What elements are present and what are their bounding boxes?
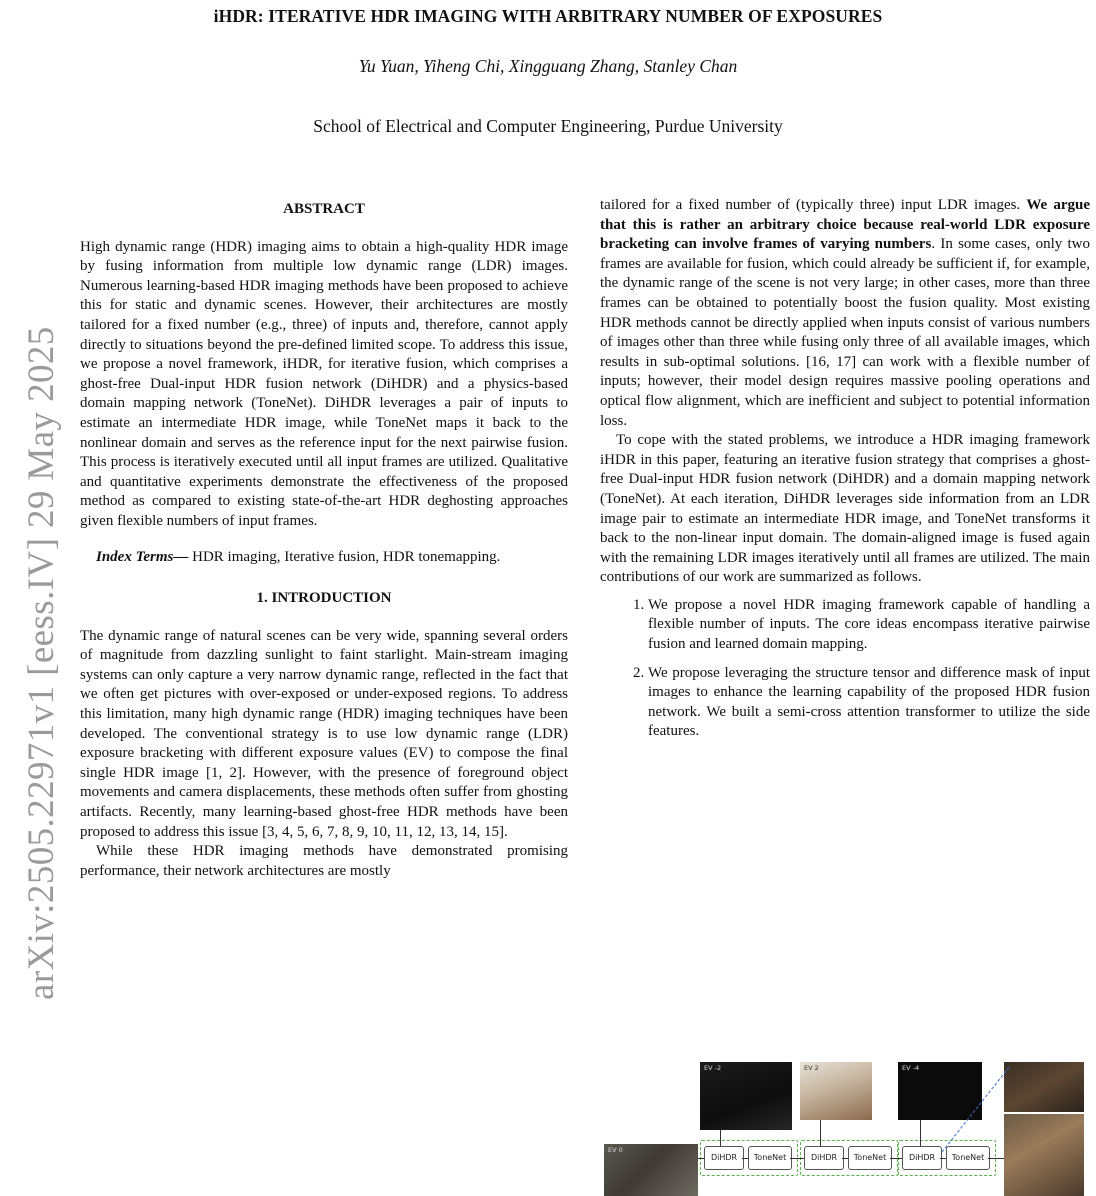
- ev-label: EV -2: [704, 1064, 722, 1072]
- contributions-list: [600, 596, 1090, 742]
- index-terms: [80, 548, 568, 568]
- abstract-text: High dynamic range (HDR) imaging aims to obtain a high-quality HDR image by fusing information from multiple low dynamic range (LDR) images. Numerous learning-based HDR imaging methods have been proposed to achieve this for static and dynamic scenes. However, their architectures are mostly tailored for a fixed number (e.g., three) of inputs and, therefore, cannot apply directly to situations beyond the pre-defined limited scope. To address this issue, we propose a novel framework, iHDR, for iterative fusion, which comprises a ghost-free Dual-input HDR fusion network (DiHDR) and a physics-based domain mapping network (ToneNet). DiHDR leverages a pair of inputs to estimate an intermediate HDR image, while ToneNet maps it back to the nonlinear domain and serves as the reference input for the next pairwise fusion. This process is iteratively executed until all input frames are utilized. Qualitative and quantitative experiments demonstrate the effectiveness of the proposed method as compared to existing state-of-the-art HDR deghosting approaches given flexible numbers of input frames.: [80, 238, 568, 529]
- tonenet-block: ToneNet: [946, 1146, 990, 1170]
- input-image-ev0: [604, 1144, 698, 1196]
- connector-line: [920, 1120, 921, 1146]
- input-image-ev-minus2: [700, 1062, 792, 1130]
- zoom-dashed-line: [940, 1060, 1020, 1156]
- dihdr-block: DiHDR: [902, 1146, 942, 1170]
- right-column: [600, 196, 1090, 751]
- ev-label: EV -4: [902, 1064, 920, 1072]
- flow-arrow: [842, 1158, 848, 1159]
- dihdr-block: DiHDR: [704, 1146, 744, 1170]
- framework-figure: [600, 1060, 1090, 1196]
- right-paragraph-1: [600, 196, 1090, 431]
- authors: Yu Yuan, Yiheng Chi, Xingguang Zhang, Stanley Chan: [358, 56, 738, 76]
- contribution-item: 2. We propose leveraging the structure tensor and difference mask of input images to enhance the learning capability of the proposed HDR fusion network. We built a semi-cross attention transformer to utilize the side features.: [648, 664, 1090, 742]
- introduction-heading: 1. INTRODUCTION: [256, 590, 392, 607]
- paper-title: iHDR: ITERATIVE HDR IMAGING WITH ARBITRARY NUMBER OF EXPOSURES: [213, 6, 883, 26]
- connector-line: [720, 1130, 721, 1146]
- arxiv-stamp: arXiv:2505.22971v1 [eess.IV] 29 May 2025: [21, 326, 62, 1000]
- affiliation: School of Electrical and Computer Engineering, Purdue University: [313, 116, 783, 136]
- flow-arrow: [890, 1158, 902, 1159]
- flow-arrow: [742, 1158, 748, 1159]
- flow-arrow: [940, 1158, 946, 1159]
- right-paragraph-2: To cope with the stated problems, we introduce a HDR imaging framework iHDR in this paper, featuring an iterative fusion strategy that comprises a ghost-free Dual-input HDR fusion network (DiHDR) and a domain mapping network (ToneNet). At each iteration, DiHDR leverages side information from an LDR image pair to estimate an intermediate HDR image, and ToneNet transforms it back to the non-linear input domain. The domain-aligned image is fused again with the remaining LDR images iteratively until all frames are utilized. The main contributions of our work are summarized as follows.: [600, 432, 1090, 586]
- input-image-ev2: [800, 1062, 872, 1120]
- ev-label: EV 2: [804, 1064, 819, 1072]
- contribution-item: 1. We propose a novel HDR imaging framework capable of handling a flexible number of inputs. The core ideas encompass iterative pairwise fusion and learned domain mapping.: [648, 596, 1090, 655]
- p1-start: tailored for a fixed number of (typically three) input LDR images.: [600, 197, 1027, 213]
- tonenet-block: ToneNet: [848, 1146, 892, 1170]
- index-terms-label: Index Terms—: [96, 548, 189, 565]
- abstract-heading: ABSTRACT: [283, 201, 365, 217]
- flow-arrow: [698, 1158, 704, 1159]
- ev-label: EV 0: [608, 1146, 623, 1154]
- p1-end: . In some cases, only two frames are available for fusion, which could already be sufficient if, for example, the dynamic range of the scene is not very large; in other cases, more than three frames can be obtained to potentially boost the fusion quality. Most existing HDR methods cannot be directly applied when inputs consist of various numbers of images other than three while fusing only three of all available images, which results in sub-optimal solutions. [16, 17] can work with a flexible number of inputs; however, their model design requires massive pooling operations and optical flow alignment, which are inefficient and subject to potential information loss.: [600, 236, 1090, 429]
- flow-arrow: [790, 1158, 804, 1159]
- left-column: [80, 200, 568, 881]
- intro-paragraph-2: While these HDR imaging methods have demonstrated promising performance, their network architectures are mostly: [80, 843, 568, 879]
- tonenet-block: ToneNet: [748, 1146, 792, 1170]
- index-terms-text: HDR imaging, Iterative fusion, HDR tonemapping.: [188, 548, 501, 565]
- p1-bold-claim: We argue that this is rather an arbitrary choice because real-world LDR exposure bracketing can involve frames of varying numbers: [600, 197, 1090, 253]
- intro-paragraph-1: The dynamic range of natural scenes can be very wide, spanning several orders of magnitude from dazzling sunlight to faint starlight. Main-stream imaging systems can only capture a very narrow dynamic range, reflected in the fact that we often get pictures with over-exposed or under-exposed regions. To address this limitation, many high dynamic range (HDR) imaging techniques have been developed. The conventional strategy is to use low dynamic range (LDR) exposure bracketing with different exposure values (EV) to compose the final single HDR image [1, 2]. However, with the presence of foreground object movements and camera displacements, these methods often suffer from ghosting artifacts. Recently, many learning-based ghost-free HDR methods have been proposed to address this issue [3, 4, 5, 6, 7, 8, 9, 10, 11, 12, 13, 14, 15].: [80, 627, 568, 840]
- flow-arrow: [988, 1158, 1004, 1159]
- dihdr-block: DiHDR: [804, 1146, 844, 1170]
- connector-line: [820, 1120, 821, 1146]
